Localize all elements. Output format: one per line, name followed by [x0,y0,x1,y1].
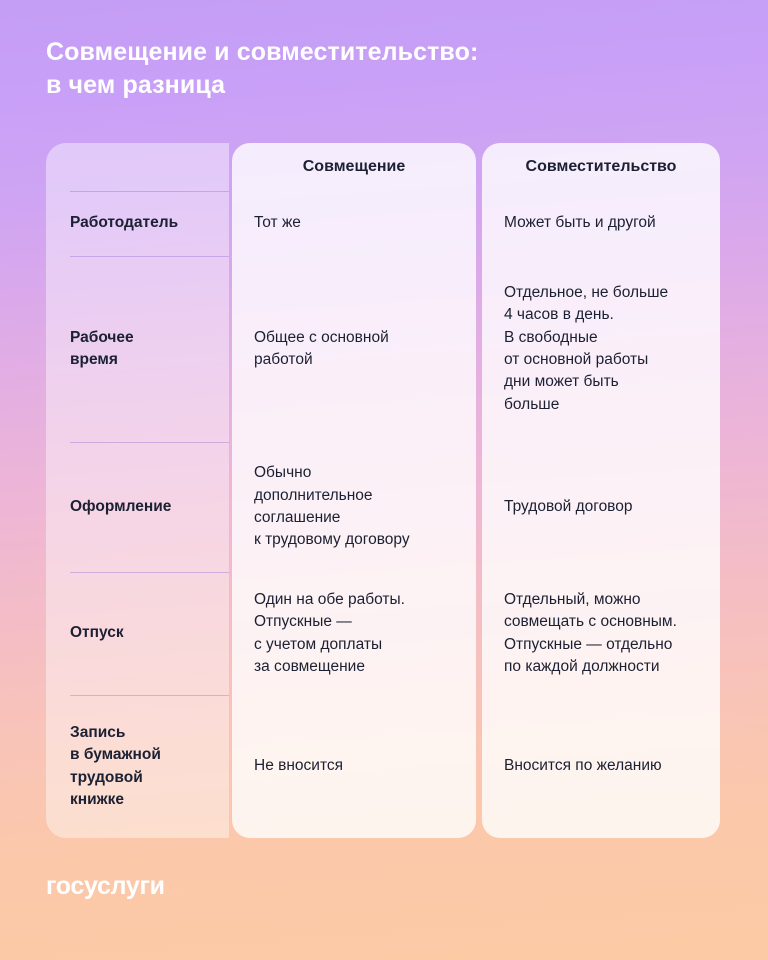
gosuslugi-logo: госуслуги [46,872,165,900]
table-column-sovmeshchenie [232,143,476,838]
row-divider [70,442,229,443]
row-label-vacation-text: Отпуск [70,624,124,642]
page-title [46,36,706,102]
column-header-sovmeshchenie: Совмещение [302,158,406,176]
table-column-labels [46,143,229,838]
cell-paperwork-sovmeshchenie: Обычно дополнительное соглашение к трудовому договору [254,464,410,549]
cell-workbook-entry-sovmestitelstvo: Вносится по желанию [504,757,662,775]
row-label-paperwork [46,442,229,572]
cell-vacation-sovmeshchenie: Один на обе работы. Отпускные — с учетом доплаты за совмещение [254,590,405,675]
row-divider [70,695,229,696]
cell-workbook-entry-sovmeshchenie: Не вносится [254,757,344,775]
page-title-line-2: в чем разница [46,71,226,99]
row-label-paperwork-text: Оформление [70,497,172,515]
table-column-sovmestitelstvo [482,143,720,838]
row-divider [70,572,229,573]
page-title-line-1: Совмещение и совместительство: [46,38,479,66]
row-divider [70,256,229,257]
column-header-sovmestitelstvo: Совместительство [525,158,677,176]
row-label-working-hours-text: Рабочее время [70,328,134,368]
row-label-employer-text: Работодатель [70,214,179,232]
column-header-labels [46,143,229,191]
row-label-employer [46,191,229,256]
row-label-vacation [46,572,229,695]
cell-paperwork-sovmestitelstvo: Трудовой договор [504,497,633,515]
row-label-working-hours [46,256,229,442]
cell-employer-sovmestitelstvo: Может быть и другой [504,214,656,232]
cell-working-hours-sovmeshchenie: Общее с основной работой [254,328,389,368]
cell-working-hours-sovmestitelstvo: Отдельное, не больше 4 часов в день. В свободные от основной работы дни может быть больше [504,283,669,413]
row-label-workbook-entry-text: Запись в бумажной трудовой книжке [70,723,161,808]
row-label-workbook-entry [46,695,229,838]
cell-employer-sovmeshchenie: Тот же [254,214,301,232]
cell-vacation-sovmestitelstvo: Отдельный, можно совмещать с основным. Отпускные — отдельно по каждой должности [504,590,677,675]
comparison-table [46,143,723,838]
row-divider [70,191,229,192]
